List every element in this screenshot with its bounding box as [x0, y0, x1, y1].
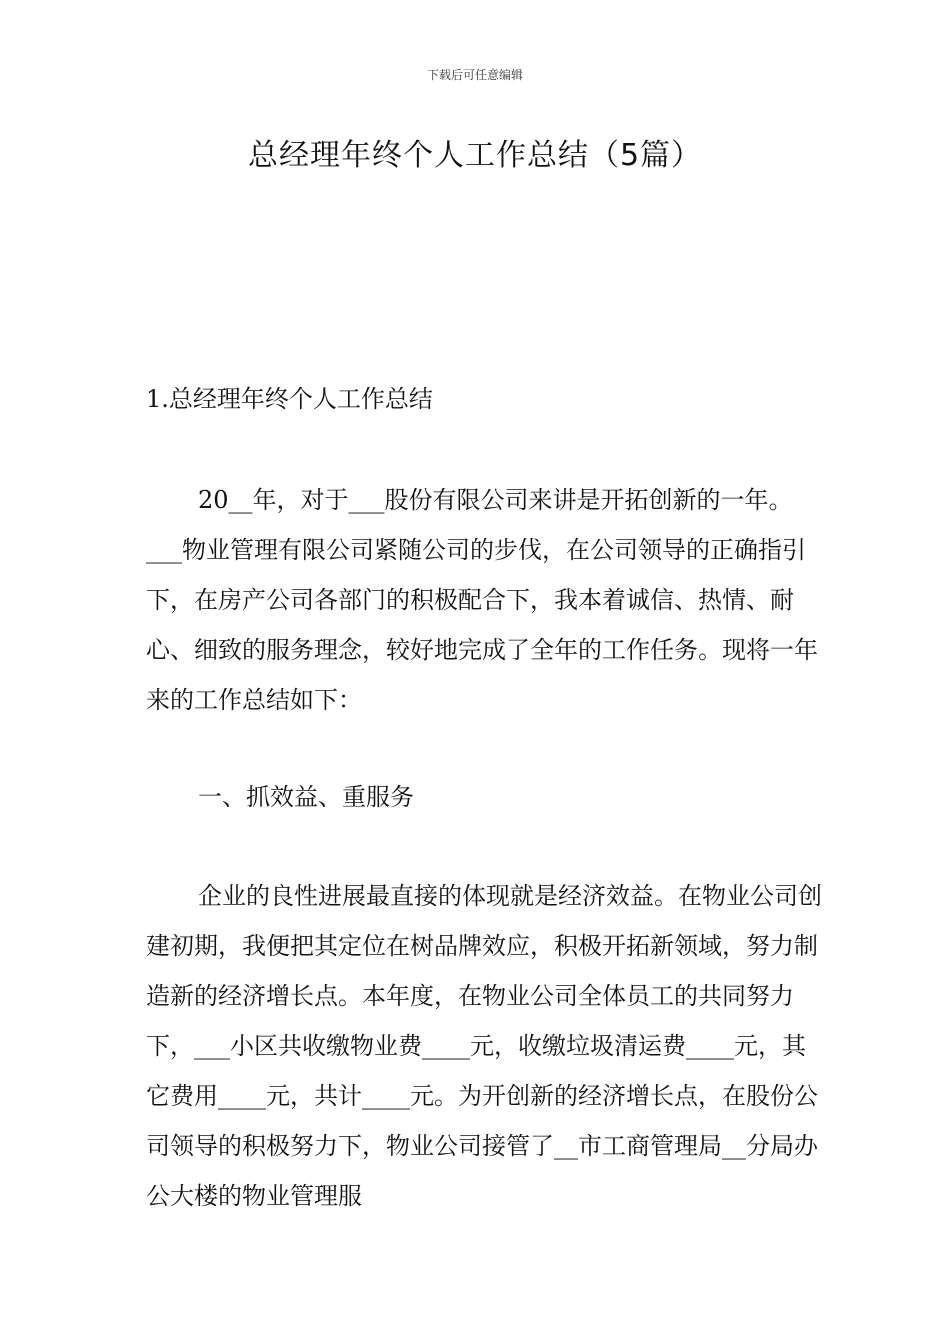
- subheading-benefits-service: 一、抓效益、重服务: [198, 783, 414, 811]
- header-note: 下载后可任意编辑: [426, 68, 523, 82]
- document-title: 总经理年终个人工作总结（5篇）: [247, 138, 703, 173]
- paragraph-economic-benefits: 企业的良性进展最直接的体现就是经济效益。在物业公司创建初期，我便把其定位在树品牌效应，积极开拓新领域，努力制造新的经济增长点。本年度，在物业公司全体员工的共同努力下，___小区共收缴物业费____元，收缴垃圾清运费____元，其它费用____元，共计____元。为开创新的经济增长点，在股份公司领导的积极努力下，物业公司接管了__市工商管理局__分局办公大楼的物业管理服: [146, 882, 822, 1210]
- paragraph-intro: 20__年，对于___股份有限公司来讲是开拓创新的一年。___物业管理有限公司紧随公司的步伐，在公司领导的正确指引下，在房产公司各部门的积极配合下，我本着诚信、热情、耐心、细致的服务理念，较好地完成了全年的工作任务。现将一年来的工作总结如下：: [146, 486, 818, 714]
- section-heading: 1.总经理年终个人工作总结: [146, 385, 433, 413]
